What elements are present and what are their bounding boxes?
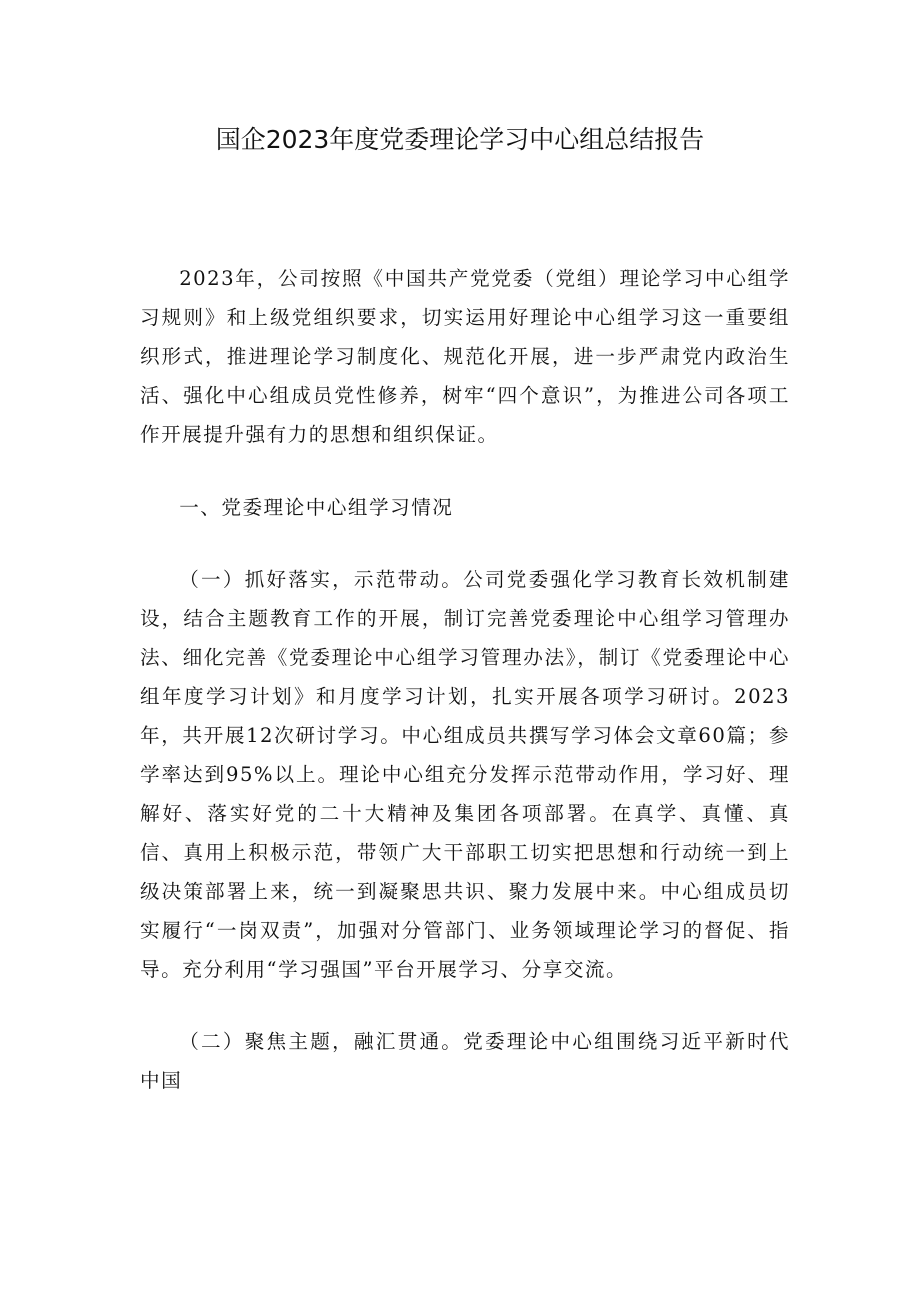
intro-paragraph: 2023年，公司按照《中国共产党党委（党组）理论学习中心组学习规则》和上级党组织要求，切实运用好理论中心组学习这一重要组织形式，推进理论学习制度化、规范化开展，进一步严肃党内政治生活、强化中心组成员党性修养，树牢“四个意识”，为推进公司各项工作开展提升强有力的思想和组织保证。 [140, 267, 790, 446]
section-heading: 一、党委理论中心组学习情况 [179, 495, 454, 519]
document-title: 国企2023年度党委理论学习中心组总结报告 [215, 125, 705, 154]
subsection-paragraph-1: （一）抓好落实，示范带动。公司党委强化学习教育长效机制建设，结合主题教育工作的开展，制订完善党委理论中心组学习管理办法、细化完善《党委理论中心组学习管理办法》，制订《党委理论中心组年度学习计划》和月度学习计划，扎实开展各项学习研讨。2023年，共开展12次研讨学习。中心组成员共撰写学习体会文章60篇；参学率达到95%以上。理论中心组充分发挥示范带动作用，学习好、理解好、落实好党的二十大精神及集团各项部署。在真学、真懂、真信、真用上积极示范，带领广大干部职工切实把思想和行动统一到上级决策部署上来，统一到凝聚思共识、聚力发展中来。中心组成员切实履行“一岗双责”，加强对分管部门、业务领域理论学习的督促、指导。充分利用“学习强国”平台开展学习、分享交流。 [140, 568, 790, 981]
document-body [140, 260, 790, 1101]
subsection-paragraph-2: （二）聚焦主题，融汇贯通。党委理论中心组围绕习近平新时代中国 [140, 1030, 790, 1093]
